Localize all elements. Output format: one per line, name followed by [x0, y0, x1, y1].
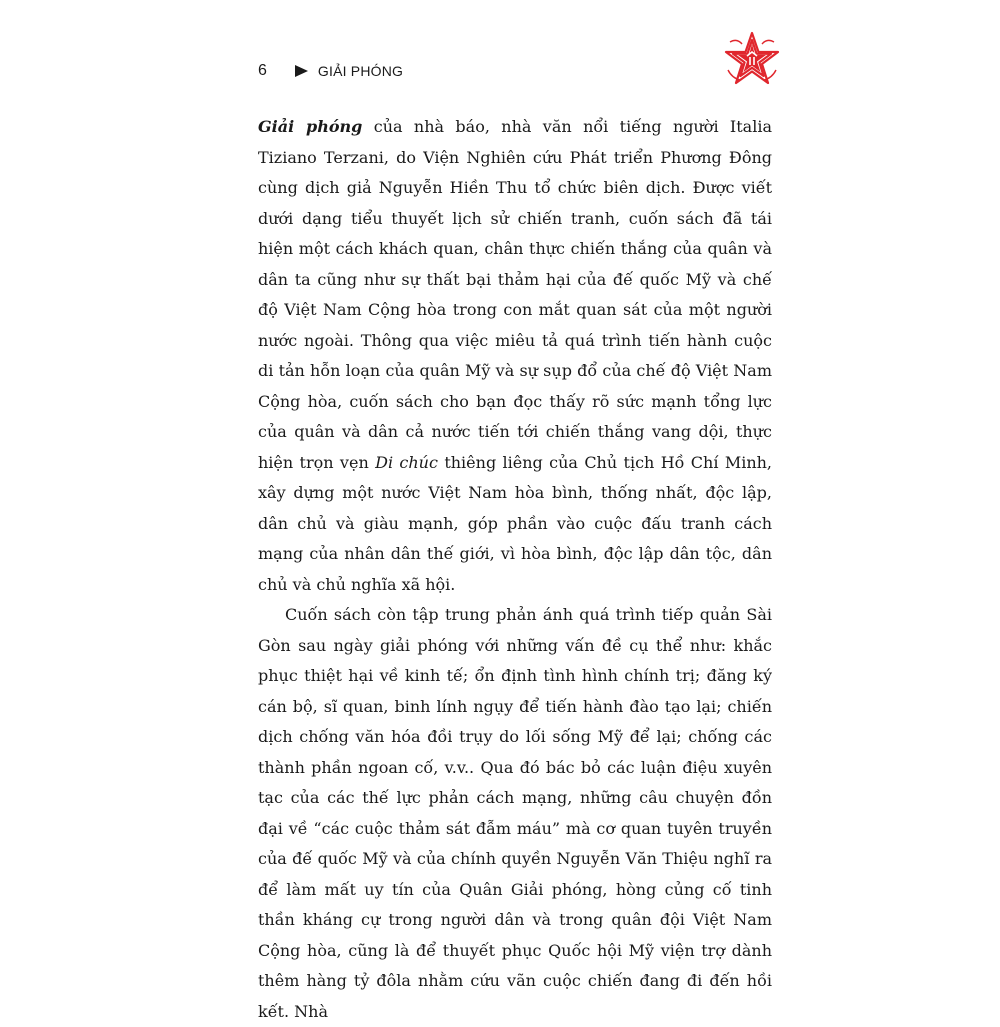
- paragraph-2: Cuốn sách còn tập trung phản ánh quá trình tiếp quản Sài Gòn sau ngày giải phóng với những vấn đề cụ thể như: khắc phục thiệt hại về kinh tế; ổn định tình hình chính trị; đăng ký cán bộ, sĩ quan, binh lính ngụy để tiến hành đào tạo lại; chiến dịch chống văn hóa đồi trụy do lối sống Mỹ để lại; chống các thành phần ngoan cố, v.v.. Qua đó bác bỏ các luận điệu xuyên tạc của các thế lực phản cách mạng, những câu chuyện đồn đại về “các cuộc thảm sát đẫm máu” mà cơ quan tuyên truyền của đế quốc Mỹ và của chính quyền Nguyễn Văn Thiệu nghĩ ra để làm mất uy tín của Quân Giải phóng, hòng củng cố tinh thần kháng cự trong người dân và trong quân đội Việt Nam Cộng hòa, cũng là để thuyết phục Quốc hội Mỹ viện trợ dành thêm hàng tỷ đôla nhằm cứu vãn cuộc chiến đang đi đến hồi kết. Nhà: [258, 605, 772, 1021]
- book-title-emphasis: Giải phóng: [258, 117, 363, 136]
- di-chuc-emphasis: Di chúc: [375, 452, 438, 472]
- paragraph-1: [258, 112, 772, 600]
- paragraph-1-text-a: của nhà báo, nhà văn nổi tiếng người Italia Tiziano Terzani, do Viện Nghiên cứu Phát triển Phương Đông cùng dịch giả Nguyễn Hiền Thu tổ chức biên dịch. Được viết dưới dạng tiểu thuyết lịch sử chiến tranh, cuốn sách đã tái hiện một cách khách quan, chân thực chiến thắng của quân và dân ta cũng như sự thất bại thảm hại của đế quốc Mỹ và chế độ Việt Nam Cộng hòa trong con mắt quan sát của một người nước ngoài. Thông qua việc miêu tả quá trình tiến hành cuộc di tản hỗn loạn của quân Mỹ và sự sụp đổ của chế độ Việt Nam Cộng hòa, cuốn sách cho bạn đọc thấy rõ sức mạnh tổng lực của quân và dân cả nước tiến tới chiến thắng vang dội, thực hiện trọn vẹn: [258, 117, 772, 472]
- red-star-emblem-icon: [722, 30, 782, 90]
- page-number: 6: [258, 62, 267, 79]
- running-header: [258, 58, 403, 84]
- body-text: [258, 112, 772, 1027]
- paragraph-1-text-b: thiêng liêng của Chủ tịch Hồ Chí Minh, xây dựng một nước Việt Nam hòa bình, thống nhất, độc lập, dân chủ và giàu mạnh, góp phần vào cuộc đấu tranh cách mạng của nhân dân thế giới, vì hòa bình, độc lập dân tộc, dân chủ và chủ nghĩa xã hội.: [258, 452, 773, 594]
- triangle-arrow-icon: [295, 65, 308, 77]
- running-title: GIẢI PHÓNG: [317, 63, 404, 79]
